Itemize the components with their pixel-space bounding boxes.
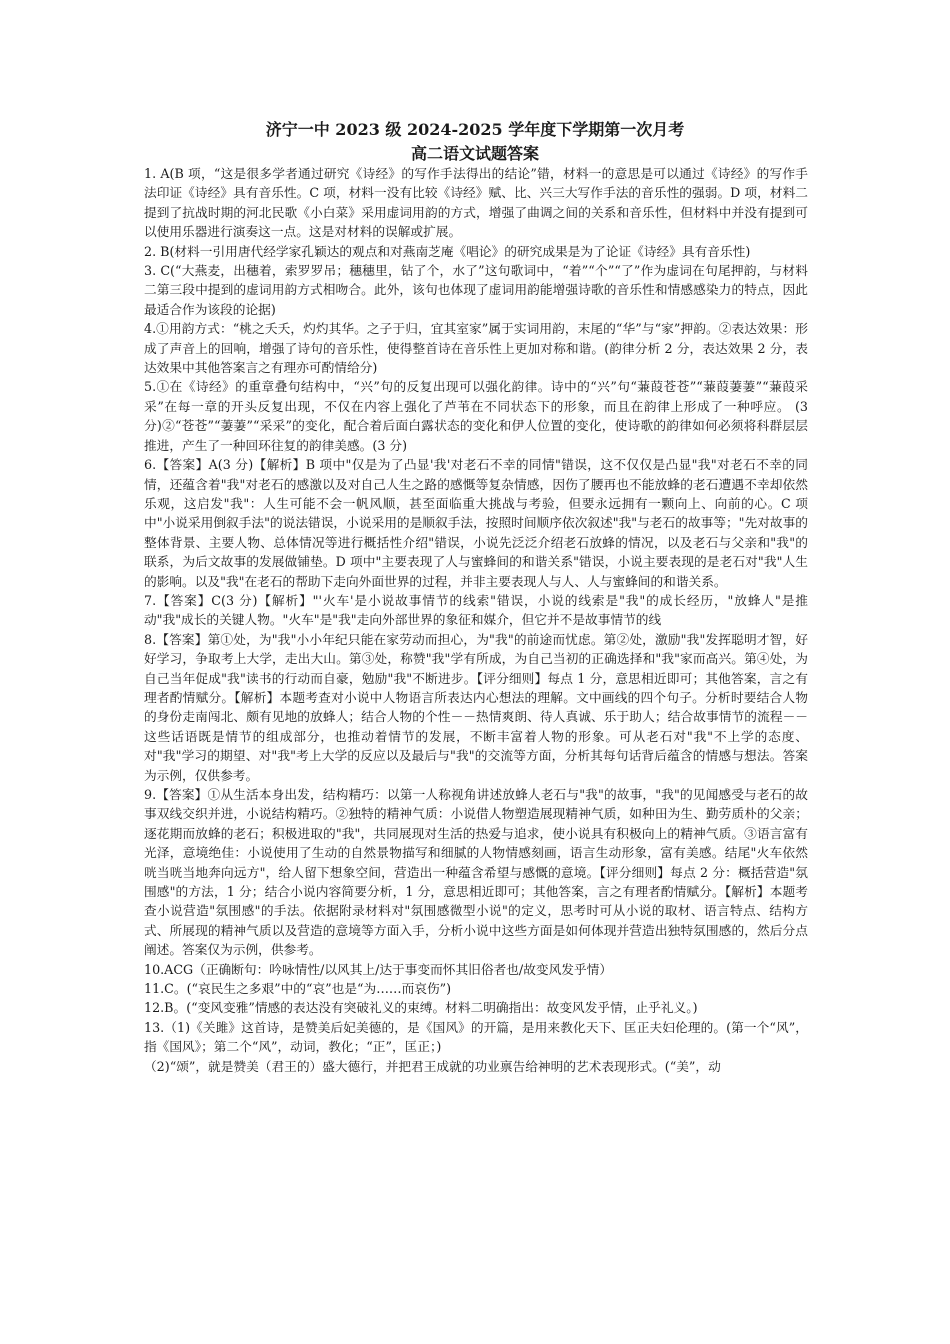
answer-4: 4.①用韵方式：“桃之夭夭，灼灼其华。之子于归，宜其室家”属于实词用韵，末尾的“华”与“家”押韵。②表达效果：形成了声音上的回响，增强了诗句的音乐性，使得整首诗在音乐性上更加对称和谐。(韵律分析 2 分，表达效果 2 分，表达效果中其他答案言之有理亦可酌情给分) [144,321,808,376]
answer-13-2: （2)“颂”，就是赞美（君王的）盛大德行，并把君王成就的功业禀告给神明的艺术表现形式。(“美”，动 [144,1058,721,1074]
answer-12: 12.B。(“变风变雅”情感的表达没有突破礼义的束缚。材料二明确指出：故变风发乎情，止乎礼义。) [144,1000,698,1016]
title-block [0,118,950,166]
document-title: 济宁一中 2023 级 2024-2025 学年度下学期第一次月考 [265,120,685,139]
answer-5: 5.①在《诗经》的重章叠句结构中，“兴”句的反复出现可以强化韵律。诗中的“兴”句“蒹葭苍苍”“蒹葭萋萋”“蒹葭采采”在每一章的开头反复出现，不仅在内容上强化了芦苇在不同状态下的形象，而且在韵律上形成了一种呼应。 (3 分)②“苍苍”“萋萋”“采采”的变化，配合着后面白露状态的变化和伊人位置的变化，使诗歌的韵律如何必须将科群层层推进，产生了一种回环往复的韵律美感。(3 分) [144,379,808,453]
answer-2: 2. B(材料一引用唐代经学家孔颖达的观点和对燕南芝庵《唱论》的研究成果是为了论证《诗经》具有音乐性) [144,243,751,259]
answer-1: 1. A(B 项，“这是很多学者通过研究《诗经》的写作手法得出的结论”错，材料一的意思是可以通过《诗经》的写作手法印证《诗经》具有音乐性。C 项，材料一没有比较《诗经》赋、比、兴三大写作手法的音乐性的强弱。D 项，材料二提到了抗战时期的河北民歌《小白菜》采用虚词用韵的方式，增强了曲调之间的关系和音乐性，但材料中并没有提到可以使用乐器进行演奏这一点。这是对材料的误解或扩展。 [144,166,808,240]
answer-9: 9.【答案】①从生活本身出发，结构精巧：以第一人称视角讲述放蜂人老石与"我"的故事，"我"的见闻感受与老石的故事双线交织并进，小说结构精巧。②独特的精神气质：小说借人物塑造展现精神气质，如种田为生、勤劳质朴的父亲；逐花期而放蜂的老石；积极进取的"我"，共同展现对生活的热爱与追求，使小说具有积极向上的精神气质。③语言富有光泽，意境绝佳：小说使用了生动的自然景物描写和细腻的人物情感刻画，语言生动形象，富有美感。结尾"火车依然咣当咣当地奔向远方"，给人留下想象空间，营造出一种蕴含希望与感慨的意境。【评分细则】每点 2 分：概括营造"氛围感"的方法，1 分；结合小说内容简要分析，1 分，意思相近即可；其他答案，言之有理者酌情赋分。【解析】本题考查小说营造"氛围感"的手法。依据附录材料对"氛围感微型小说"的定义，思考时可从小说的取材、语言特点、结构方式、所展现的精神气质以及营造的意境等方面入手，分析小说中这些方面是如何体现并营造出独特氛围感的，然后分点阐述。答案仅为示例，供参考。 [144,787,808,958]
answer-list [144,164,808,1076]
answer-10: 10.ACG（正确断句：吟咏情性/以风其上/达于事变而怀其旧俗者也/故变风发乎情） [144,961,613,977]
answer-11: 11.C。(“哀民生之多艰”中的“哀”也是“为……而哀伤”) [144,981,452,997]
document-subtitle: 高二语文试题答案 [410,144,539,163]
answer-7: 7.【答案】C(3 分)【解析】"'火车'是小说故事情节的线索"错误，小说的线索是"我"的成长经历，"放蜂人"是推动"我"成长的关键人物。"火车"是"我"走向外部世界的象征和媒介，但它并不是故事情节的线 [144,592,808,628]
answer-6: 6.【答案】A(3 分)【解析】B 项中"仅是为了凸显'我'对老石不幸的同情"错误，这不仅仅是凸显"我"对老石不幸的同情，还蕴含着"我"对老石的感激以及对自己人生之路的感慨等复杂情感，因伤了腰再也不能放蜂的老石遭遇不幸却依然乐观，这启发"我"：人生可能不会一帆风顺，甚至面临重大挑战与考验，但要永远拥有一颗向上、向前的心。C 项中"小说采用倒叙手法"的说法错误，小说采用的是顺叙手法，按照时间顺序依次叙述"我"与老石的故事等；"先对故事的整体背景、主要人物、总体情况等进行概括性介绍"错误，小说先泛泛介绍老石放蜂的情况，以及老石与父亲和"我"的联系，为后文故事的发展做铺垫。D 项中"主要表现了人与蜜蜂间的和谐关系"错误，小说主要表现的是老石对"我"人生的影响。以及"我"在老石的帮助下走向外面世界的过程，并非主要表现人与人、人与蜜蜂间的和谐关系。 [144,457,808,589]
answer-8: 8.【答案】第①处，为"我"小小年纪只能在家劳动而担心，为"我"的前途而忧虑。第②处，激励"我"发挥聪明才智，好好学习，争取考上大学，走出大山。第③处，称赞"我"学有所成，为自己当初的正确选择和"我"家而高兴。第④处，为自己当年促成"我"读书的行动而自豪，勉励"我"不断进步。【评分细则】每点 1 分，意思相近即可；其他答案，言之有理者酌情赋分。【解析】本题考查对小说中人物语言所表达内心想法的理解。文中画线的四个句子。分析时要结合人物的身份走南闯北、颇有见地的放蜂人；结合人物的个性－－热情爽朗、待人真诚、乐于助人；结合故事情节的流程－－这些话语既是情节的组成部分，也推动着情节的发展，不断丰富着人物的形象。可从老石对"我"不上学的态度、对"我"学习的期望、对"我"考上大学的反应以及最后与"我"的交流等方面，分析其每句话背后蕴含的情感与想法。答案为示例，仅供参考。 [144,631,808,783]
answer-3: 3. C(“大燕麦，出穗着，索罗罗吊；穗穗里，钻了个，水了”这句歌词中，“着”“个”“了”作为虚词在句尾押韵，与材料二第三段中提到的虚词用韵方式相吻合。此外，该句也体现了虚词用韵能增强诗歌的音乐性和情感感染力的特点，因此最适合作为该段的论据) [144,263,808,317]
answer-13-1: 13.（1)《关雎》这首诗，是赞美后妃美德的，是《国风》的开篇，是用来教化天下、匡正夫妇伦理的。(第一个“风”，指《国风》；第二个“风”，动词，教化；“正”，匡正；) [144,1019,808,1055]
